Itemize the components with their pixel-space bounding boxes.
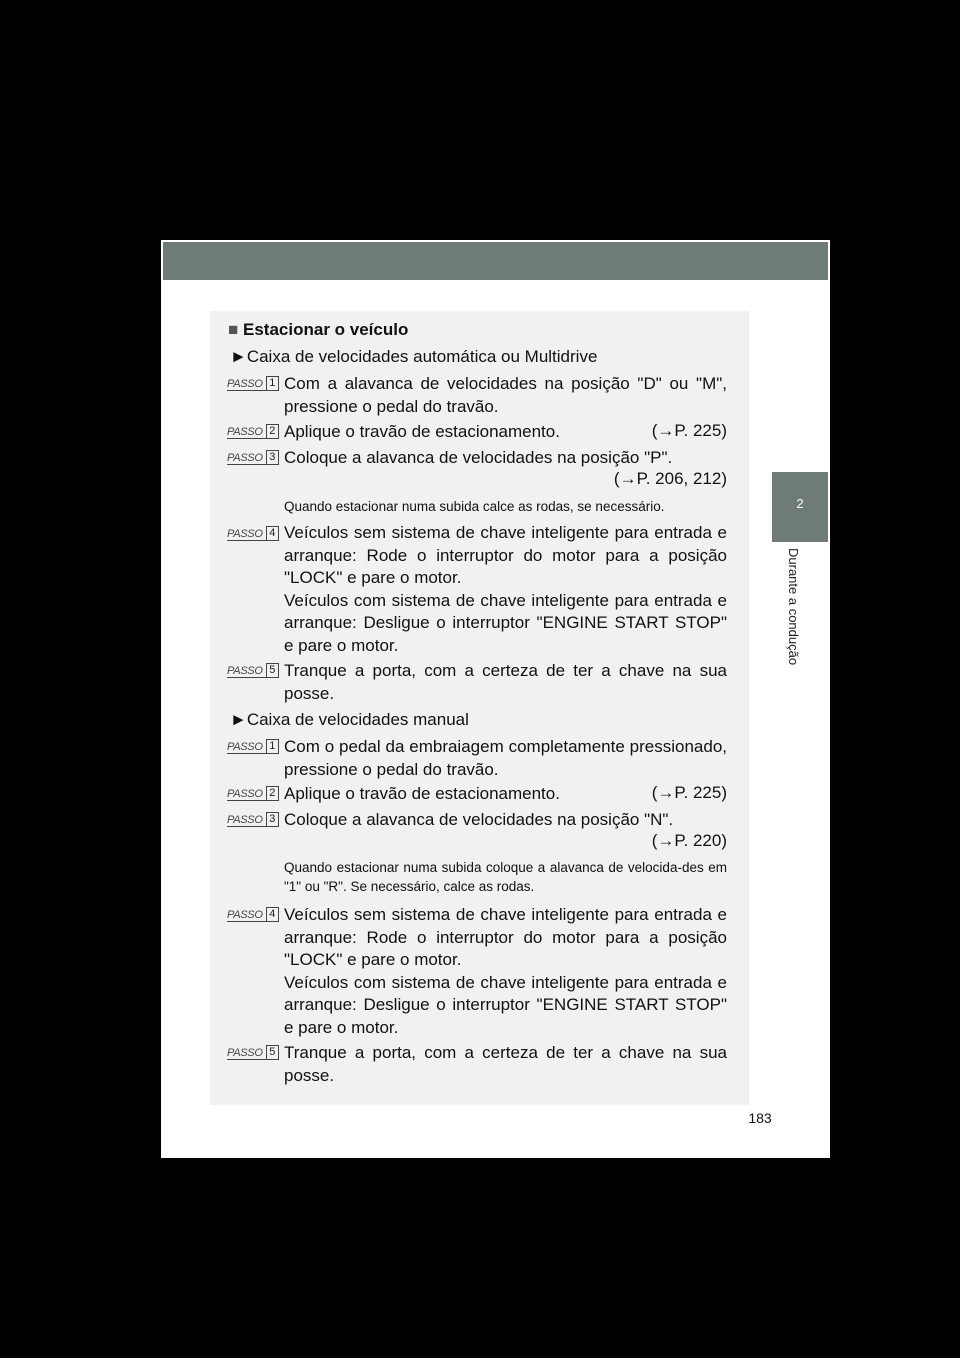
page-number: 183 bbox=[748, 1110, 772, 1126]
step-number: 4 bbox=[266, 907, 279, 921]
step-number: 1 bbox=[266, 739, 279, 753]
page-header-bar bbox=[163, 242, 828, 280]
section-heading bbox=[228, 319, 408, 342]
step-badge bbox=[227, 424, 279, 439]
step-number: 5 bbox=[266, 663, 279, 677]
step-badge bbox=[227, 376, 279, 391]
step-word: PASSO bbox=[227, 788, 263, 800]
note-text: Quando estacionar numa subida calce as rodas, se necessário. bbox=[284, 499, 665, 514]
step-number: 2 bbox=[266, 424, 279, 438]
square-bullet-icon: ■ bbox=[228, 320, 239, 339]
chapter-tab bbox=[772, 472, 828, 542]
section-title: Estacionar o veículo bbox=[243, 320, 409, 339]
step-badge bbox=[227, 786, 279, 801]
step-word: PASSO bbox=[227, 528, 263, 540]
subsection-automatic: ►Caixa de velocidades automática ou Multidrive bbox=[230, 347, 598, 366]
step-word: PASSO bbox=[227, 909, 263, 921]
step-badge bbox=[227, 663, 279, 678]
page-reference: (→P. 206, 212) bbox=[613, 469, 727, 488]
step-number: 4 bbox=[266, 526, 279, 540]
step-word: PASSO bbox=[227, 665, 263, 677]
step-text bbox=[284, 904, 727, 1039]
step-text-part: Veículos com sistema de chave inteligente para entrada e arranque: Desligue o interruptor "ENGINE START STOP" e pare o motor. bbox=[284, 972, 727, 1037]
step-number: 2 bbox=[266, 786, 279, 800]
step-number: 5 bbox=[266, 1045, 279, 1059]
chapter-label: Durante a condução bbox=[786, 548, 801, 666]
step-badge bbox=[227, 739, 279, 754]
step-text: Aplique o travão de estacionamento. bbox=[284, 784, 560, 803]
step-word: PASSO bbox=[227, 426, 263, 438]
step-badge bbox=[227, 526, 279, 541]
note-text: Quando estacionar numa subida coloque a alavanca de velocida-des em "1" ou "R". Se necessário, calce as rodas. bbox=[284, 860, 727, 894]
step-text-part: Veículos sem sistema de chave inteligente para entrada e arranque: Rode o interruptor do motor para a posição "LOCK" e pare o motor. bbox=[284, 523, 727, 587]
step-word: PASSO bbox=[227, 814, 263, 826]
step-text: Com o pedal da embraiagem completamente pressionado, pressione o pedal do travão. bbox=[284, 737, 727, 779]
step-text bbox=[284, 522, 727, 657]
page-reference: (→P. 225) bbox=[651, 783, 727, 802]
chapter-number: 2 bbox=[796, 496, 804, 511]
page-reference: (→P. 225) bbox=[651, 421, 727, 440]
step-word: PASSO bbox=[227, 378, 263, 390]
step-number: 3 bbox=[266, 450, 279, 464]
step-text-part: Veículos com sistema de chave inteligente para entrada e arranque: Desligue o interruptor "ENGINE START STOP" e pare o motor. bbox=[284, 590, 727, 655]
step-text: Tranque a porta, com a certeza de ter a chave na sua posse. bbox=[284, 661, 727, 703]
step-badge bbox=[227, 907, 279, 922]
step-text: Tranque a porta, com a certeza de ter a chave na sua posse. bbox=[284, 1043, 727, 1085]
step-text: Coloque a alavanca de velocidades na posição "N". bbox=[284, 810, 674, 829]
step-word: PASSO bbox=[227, 1047, 263, 1059]
step-number: 1 bbox=[266, 376, 279, 390]
step-number: 3 bbox=[266, 812, 279, 826]
step-badge bbox=[227, 450, 279, 465]
step-badge bbox=[227, 1045, 279, 1060]
step-word: PASSO bbox=[227, 741, 263, 753]
step-word: PASSO bbox=[227, 452, 263, 464]
step-text: Coloque a alavanca de velocidades na posição "P". bbox=[284, 448, 673, 467]
subsection-manual: ►Caixa de velocidades manual bbox=[230, 710, 469, 729]
page-reference: (→P. 220) bbox=[651, 831, 727, 850]
step-text-part: Veículos sem sistema de chave inteligente para entrada e arranque: Rode o interruptor do motor para a posição "LOCK" e pare o motor. bbox=[284, 905, 727, 969]
step-text: Com a alavanca de velocidades na posição "D" ou "M", pressione o pedal do travão. bbox=[284, 374, 727, 416]
step-badge bbox=[227, 812, 279, 827]
step-text: Aplique o travão de estacionamento. bbox=[284, 422, 560, 441]
